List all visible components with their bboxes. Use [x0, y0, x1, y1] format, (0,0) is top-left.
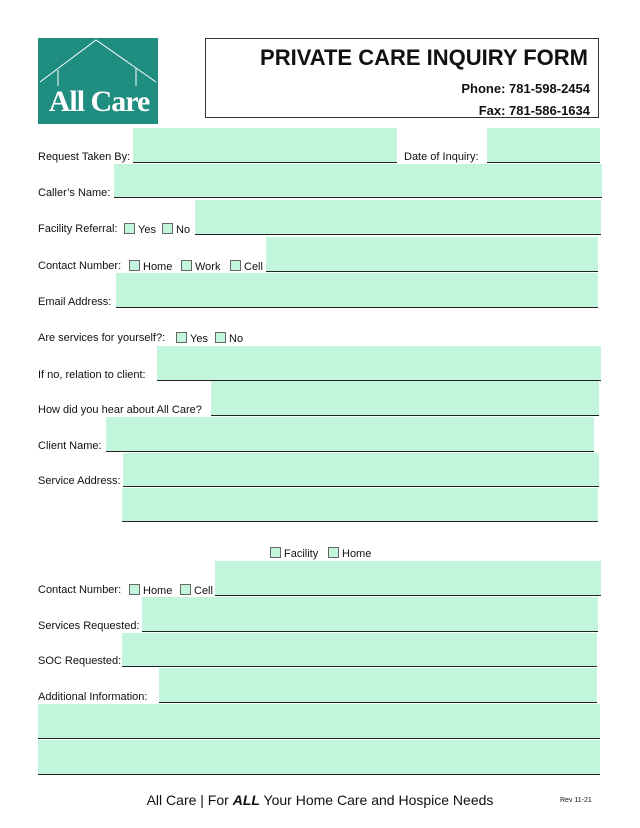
service-address-label: Service Address:: [38, 475, 121, 487]
contact-number-2-field[interactable]: [215, 561, 601, 596]
request-taken-by-field[interactable]: [133, 128, 397, 163]
option-home-label: Home: [342, 548, 372, 560]
additional-information-label: Additional Information:: [38, 691, 148, 703]
option-cell-label: Cell: [194, 585, 213, 597]
header-box: [205, 38, 599, 118]
contact-cell-option[interactable]: [230, 260, 263, 273]
option-no-label: No: [229, 333, 244, 345]
checkbox[interactable]: [215, 332, 226, 343]
soc-requested-label: SOC Requested:: [38, 655, 122, 667]
relation-to-client-field[interactable]: [157, 346, 601, 381]
option-no-label: No: [176, 224, 191, 236]
contact-2-cell-option[interactable]: [180, 584, 213, 597]
logo-text: All Care: [48, 85, 150, 118]
option-home-label: Home: [143, 261, 173, 273]
footer-prefix: All Care | For: [146, 792, 233, 808]
checkbox[interactable]: [270, 547, 281, 558]
revision-label: Rev 11-21: [560, 797, 592, 804]
option-yes-label: Yes: [138, 224, 156, 236]
contact-work-option[interactable]: [181, 260, 220, 273]
checkbox[interactable]: [162, 223, 173, 234]
contact-2-home-option[interactable]: [129, 584, 172, 597]
service-address-line-2[interactable]: [122, 488, 598, 522]
facility-referral-field[interactable]: [195, 200, 601, 235]
services-requested-field[interactable]: [142, 597, 598, 632]
fax-number: Fax: 781-586-1634: [478, 103, 590, 118]
checkbox[interactable]: [129, 584, 140, 595]
callers-name-field[interactable]: [114, 164, 602, 198]
facility-referral-no[interactable]: [162, 223, 190, 236]
checkbox[interactable]: [176, 332, 187, 343]
form-title: PRIVATE CARE INQUIRY FORM: [260, 45, 588, 70]
option-home-label: Home: [143, 585, 173, 597]
additional-information-line-2[interactable]: [38, 704, 600, 739]
phone-number: Phone: 781-598-2454: [461, 81, 590, 96]
services-for-yourself-label: Are services for yourself?:: [38, 332, 166, 344]
footer-suffix: Your Home Care and Hospice Needs: [259, 792, 494, 808]
additional-information-field[interactable]: [159, 668, 597, 703]
contact-number-2-label: Contact Number:: [38, 584, 122, 596]
client-name-label: Client Name:: [38, 440, 102, 452]
date-of-inquiry-field[interactable]: [487, 128, 600, 163]
checkbox[interactable]: [180, 584, 191, 595]
checkbox[interactable]: [129, 260, 140, 271]
services-yourself-no[interactable]: [215, 332, 243, 345]
relation-to-client-label: If no, relation to client:: [38, 369, 146, 381]
additional-information-line-3[interactable]: [38, 740, 600, 775]
email-address-label: Email Address:: [38, 296, 112, 308]
option-work-label: Work: [195, 261, 221, 273]
location-facility-option[interactable]: [270, 547, 318, 560]
option-yes-label: Yes: [190, 333, 208, 345]
all-care-logo: [38, 38, 158, 124]
email-address-field[interactable]: [116, 273, 598, 308]
checkbox[interactable]: [124, 223, 135, 234]
option-facility-label: Facility: [284, 548, 319, 560]
date-of-inquiry-label: Date of Inquiry:: [404, 151, 479, 163]
service-address-line-1[interactable]: [123, 453, 599, 487]
contact-number-label: Contact Number:: [38, 260, 122, 272]
checkbox[interactable]: [181, 260, 192, 271]
contact-home-option[interactable]: [129, 260, 172, 273]
request-taken-by-label: Request Taken By:: [38, 151, 131, 163]
callers-name-label: Caller’s Name:: [38, 187, 111, 199]
facility-referral-yes[interactable]: [124, 223, 156, 236]
location-home-option[interactable]: [328, 547, 371, 560]
services-yourself-yes[interactable]: [176, 332, 208, 345]
footer-emphasis: ALL: [232, 792, 260, 808]
soc-requested-field[interactable]: [122, 633, 597, 667]
services-requested-label: Services Requested:: [38, 620, 140, 632]
option-cell-label: Cell: [244, 261, 263, 273]
client-name-field[interactable]: [106, 417, 594, 452]
how-did-you-hear-field[interactable]: [211, 381, 599, 416]
checkbox[interactable]: [328, 547, 339, 558]
facility-referral-label: Facility Referral:: [38, 223, 118, 235]
how-did-you-hear-label: How did you hear about All Care?: [38, 404, 202, 416]
contact-number-field[interactable]: [266, 237, 598, 272]
checkbox[interactable]: [230, 260, 241, 271]
footer-tagline: [0, 792, 640, 808]
